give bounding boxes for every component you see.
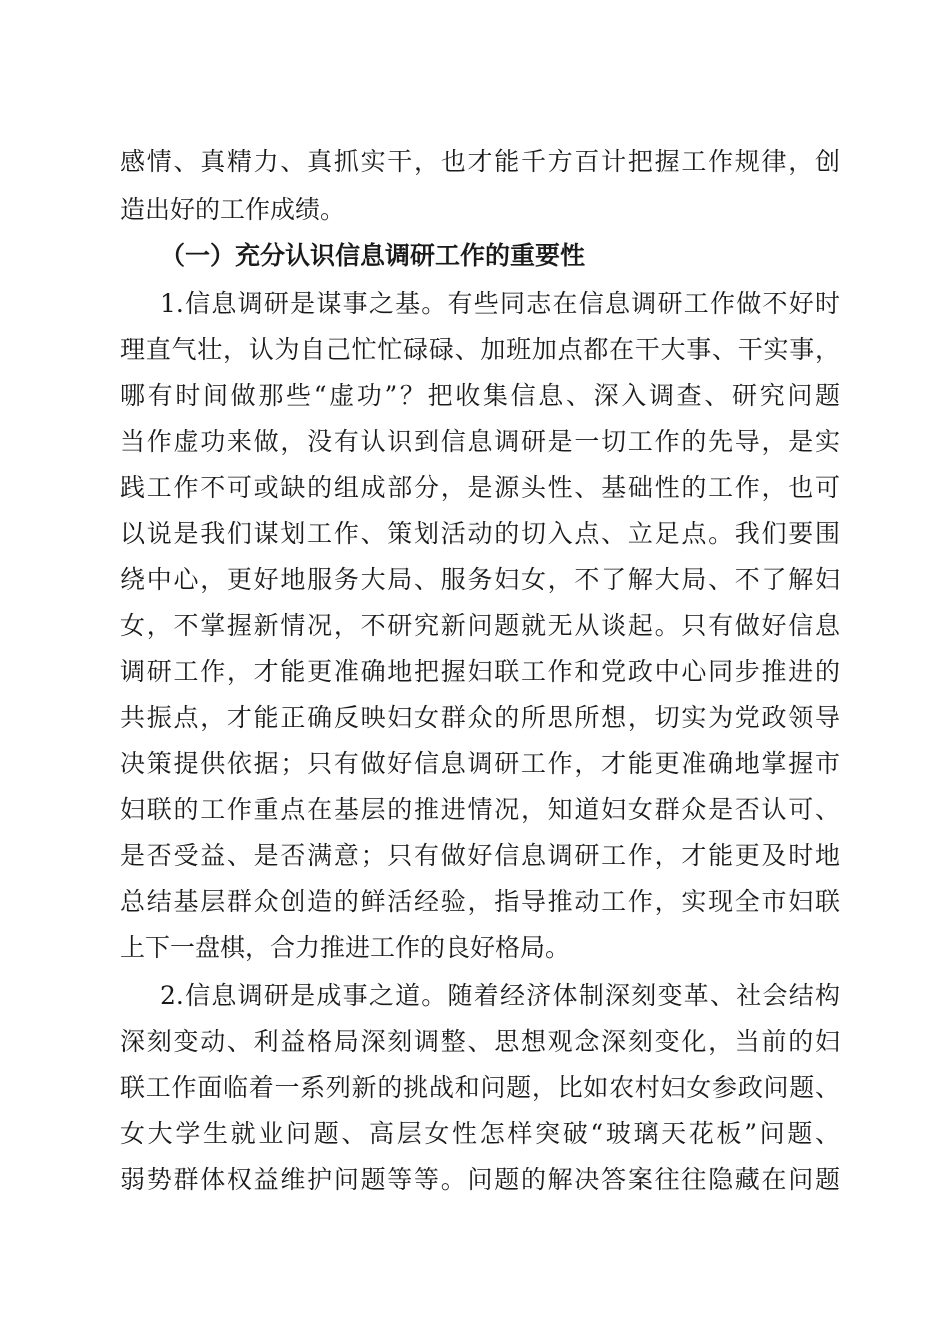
text-line: 绕中心，更好地服务大局、服务妇女，不了解大局、不了解妇 xyxy=(120,565,840,594)
text-line: 深刻变动、利益格局深刻调整、思想观念深刻变化，当前的妇 xyxy=(120,1027,840,1056)
text-line: 2.信息调研是成事之道。随着经济体制深刻变革、社会结构 xyxy=(160,981,840,1010)
text-line: 共振点，才能正确反映妇女群众的所思所想，切实为党政领导 xyxy=(120,703,840,732)
text-line: 以说是我们谋划工作、策划活动的切入点、立足点。我们要围 xyxy=(120,519,840,548)
text-line: 女大学生就业问题、高层女性怎样突破“玻璃天花板”问题、 xyxy=(120,1119,840,1148)
text-line: 哪有时间做那些“虚功”？把收集信息、深入调查、研究问题 xyxy=(120,381,840,410)
text-line: 女，不掌握新情况，不研究新问题就无从谈起。只有做好信息 xyxy=(120,611,840,640)
text-line: 弱势群体权益维护问题等等。问题的解决答案往往隐藏在问题 xyxy=(120,1165,840,1194)
text-line: 践工作不可或缺的组成部分，是源头性、基础性的工作，也可 xyxy=(120,473,840,502)
text-line: 是否受益、是否满意；只有做好信息调研工作，才能更及时地 xyxy=(120,841,840,870)
text-line: 调研工作，才能更准确地把握妇联工作和党政中心同步推进的 xyxy=(120,657,840,686)
text-line: 当作虚功来做，没有认识到信息调研是一切工作的先导，是实 xyxy=(120,427,840,456)
text-line: 上下一盘棋，合力推进工作的良好格局。 xyxy=(120,933,571,962)
text-line: 1.信息调研是谋事之基。有些同志在信息调研工作做不好时 xyxy=(160,289,840,318)
text-line: 理直气壮，认为自己忙忙碌碌、加班加点都在干大事、干实事， xyxy=(120,335,840,364)
section-heading: （一）充分认识信息调研工作的重要性 xyxy=(160,241,586,270)
text-line: 感情、真精力、真抓实干，也才能千方百计把握工作规律，创 xyxy=(120,147,840,176)
text-line: 妇联的工作重点在基层的推进情况，知道妇女群众是否认可、 xyxy=(120,795,840,824)
text-line: 总结基层群众创造的鲜活经验，指导推动工作，实现全市妇联 xyxy=(120,887,840,916)
text-line: 联工作面临着一系列新的挑战和问题，比如农村妇女参政问题、 xyxy=(120,1073,840,1102)
text-line: 决策提供依据；只有做好信息调研工作，才能更准确地掌握市 xyxy=(120,749,840,778)
text-line: 造出好的工作成绩。 xyxy=(120,195,346,224)
